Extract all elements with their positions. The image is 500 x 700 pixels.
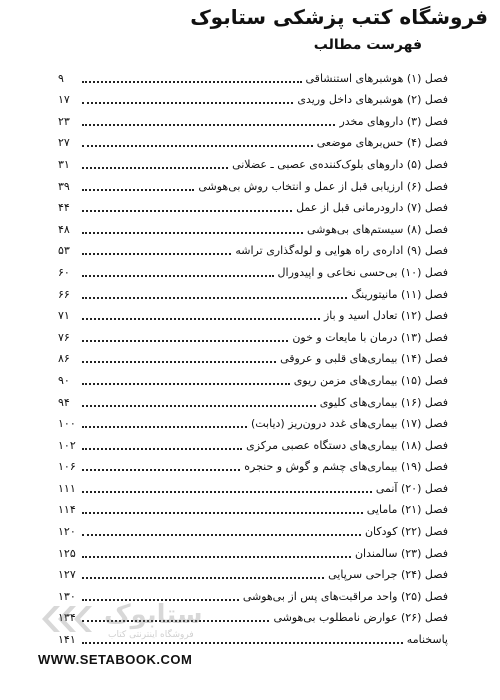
toc-chapter-title: فصل (۲۶) عوارض نامطلوب بی‌هوشی	[273, 611, 448, 625]
dot-leader	[82, 253, 231, 255]
toc-page-number: ۱۰۰	[58, 417, 76, 431]
toc-page-number: ۱۴۱	[58, 633, 76, 647]
toc-page-number: ۹۴	[58, 395, 70, 409]
logo-name: ستابوک	[104, 600, 203, 630]
dot-leader	[82, 145, 313, 147]
toc-title: فهرست مطالب	[313, 37, 422, 53]
toc-page-number: ۶۶	[58, 287, 70, 301]
toc-chapter-title: فصل (۲۳) سالمندان	[354, 546, 448, 560]
toc-entry	[58, 366, 448, 388]
toc-chapter-title: فصل (۸) سیستم‌های بی‌هوشی	[307, 222, 448, 236]
dot-leader	[82, 297, 347, 299]
dot-leader	[82, 577, 324, 579]
toc-entry	[58, 86, 448, 108]
toc-entry	[58, 410, 448, 432]
toc-page-number: ۱۰۲	[58, 438, 76, 452]
dot-leader	[82, 448, 242, 450]
dot-leader	[82, 318, 320, 320]
toc-page-number: ۱۲۰	[58, 525, 76, 539]
toc-page-number: ۳۱	[58, 157, 70, 171]
toc-chapter-title: فصل (۹) اداره‌ی راه هوایی و لوله‌گذاری تراشه	[235, 244, 448, 258]
dot-leader	[82, 232, 303, 234]
toc-page-number: ۹	[58, 71, 64, 85]
toc-entry	[58, 194, 448, 216]
toc-chapter-title: فصل (۱۰) بی‌حسی نخاعی و اپیدورال	[277, 265, 448, 279]
toc-page-number: ۱۱۱	[58, 481, 76, 495]
dot-leader	[82, 275, 274, 277]
toc-chapter-title: فصل (۱۶) بیماری‌های کلیوی	[319, 395, 448, 409]
toc-page-number: ۱۳۰	[58, 589, 76, 603]
dot-leader	[82, 361, 276, 363]
toc-entry	[58, 129, 448, 151]
toc-entry	[58, 345, 448, 367]
dot-leader	[82, 512, 363, 514]
toc-chapter-title: فصل (۱) هوشبرهای استنشاقی	[305, 71, 448, 85]
dot-leader	[82, 383, 290, 385]
toc-chapter-title: فصل (۱۵) بیماری‌های مزمن ریوی	[293, 373, 448, 387]
toc-chapter-title: فصل (۱۳) درمان با مایعات و خون	[292, 330, 448, 344]
toc-entry	[58, 302, 448, 324]
toc-entry	[58, 280, 448, 302]
toc-chapter-title: فصل (۲۴) جراحی سرپایی	[328, 568, 448, 582]
dot-leader	[82, 426, 247, 428]
toc-entry	[58, 496, 448, 518]
toc-entry	[58, 453, 448, 475]
table-of-contents	[58, 64, 448, 647]
dot-leader	[82, 167, 228, 169]
dot-leader	[82, 189, 194, 191]
dot-leader	[82, 469, 240, 471]
toc-chapter-title: فصل (۱۲) تعادل اسید و باز	[323, 309, 448, 323]
toc-page-number: ۱۲۵	[58, 546, 76, 560]
toc-chapter-title: فصل (۱۷) بیماری‌های غدد درون‌ریز (دیابت)	[250, 417, 448, 431]
toc-page-number: ۱۱۴	[58, 503, 76, 517]
dot-leader	[82, 405, 316, 407]
toc-chapter-title: فصل (۱۱) مانیتورینگ	[351, 287, 448, 301]
dot-leader	[82, 556, 351, 558]
toc-page-number: ۱۷	[58, 93, 70, 107]
dot-leader	[82, 124, 335, 126]
toc-chapter-title: فصل (۲) هوشبرهای داخل وریدی	[297, 93, 448, 107]
toc-entry	[58, 150, 448, 172]
toc-chapter-title: فصل (۱۴) بیماری‌های قلبی و عروقی	[280, 352, 448, 366]
dot-leader	[82, 102, 293, 104]
toc-chapter-title: فصل (۵) داروهای بلوک‌کننده‌ی عصبی ـ عضلانی	[232, 157, 448, 171]
toc-page-number: ۱۰۶	[58, 460, 76, 474]
toc-entry	[58, 431, 448, 453]
toc-entry	[58, 215, 448, 237]
dot-leader	[82, 81, 302, 83]
toc-entry	[58, 517, 448, 539]
toc-page-number: ۶۰	[58, 265, 70, 279]
toc-chapter-title: فصل (۱۹) بیماری‌های چشم و گوش و حنجره	[244, 460, 448, 474]
toc-chapter-title: فصل (۴) حس‌برهای موضعی	[316, 136, 448, 150]
toc-page-number: ۲۷	[58, 136, 70, 150]
toc-chapter-title: فصل (۲۵) واحد مراقبت‌های پس از بی‌هوشی	[242, 589, 448, 603]
toc-chapter-title: فصل (۲۲) کودکان	[364, 525, 448, 539]
logo-tagline: فروشگاه اینترنتی کتاب	[108, 630, 194, 640]
toc-page-number: ۱۲۷	[58, 568, 76, 582]
toc-page-number: ۴۴	[58, 201, 70, 215]
toc-entry	[58, 107, 448, 129]
toc-page-number: ۹۰	[58, 373, 70, 387]
toc-chapter-title: فصل (۷) دارودرمانی قبل از عمل	[296, 201, 448, 215]
toc-chapter-title: فصل (۲۱) مامایی	[366, 503, 448, 517]
toc-page-number: ۳۹	[58, 179, 70, 193]
toc-entry	[58, 561, 448, 583]
toc-page-number: ۷۱	[58, 309, 70, 323]
toc-chapter-title: فصل (۶) ارزیابی قبل از عمل و انتخاب روش بی‌هوشی	[198, 179, 448, 193]
website-url[interactable]: WWW.SETABOOK.COM	[38, 652, 193, 667]
toc-chapter-title: فصل (۳) داروهای مخدر	[339, 114, 448, 128]
toc-chapter-title: فصل (۱۸) بیماری‌های دستگاه عصبی مرکزی	[246, 438, 448, 452]
toc-page-number: ۸۶	[58, 352, 70, 366]
dot-leader	[82, 340, 288, 342]
toc-entry	[58, 323, 448, 345]
toc-entry	[58, 237, 448, 259]
store-title: فروشگاه کتب پزشکی ستابوک	[190, 5, 488, 29]
setabook-logo	[34, 600, 214, 646]
toc-page-number: ۴۸	[58, 222, 70, 236]
dot-leader	[82, 534, 361, 536]
toc-entry	[58, 388, 448, 410]
toc-page-number: ۲۳	[58, 114, 70, 128]
logo-arrows-icon	[34, 604, 94, 634]
toc-entry	[58, 539, 448, 561]
toc-entry	[58, 474, 448, 496]
toc-chapter-title: فصل (۲۰) آنمی	[375, 481, 448, 495]
toc-page-number: ۱۳۴	[58, 611, 76, 625]
toc-entry	[58, 258, 448, 280]
dot-leader	[82, 210, 292, 212]
toc-page-number: ۵۳	[58, 244, 70, 258]
toc-chapter-title: پاسخنامه	[406, 633, 448, 647]
toc-page-number: ۷۶	[58, 330, 70, 344]
dot-leader	[82, 491, 372, 493]
toc-entry	[58, 172, 448, 194]
toc-entry	[58, 64, 448, 86]
